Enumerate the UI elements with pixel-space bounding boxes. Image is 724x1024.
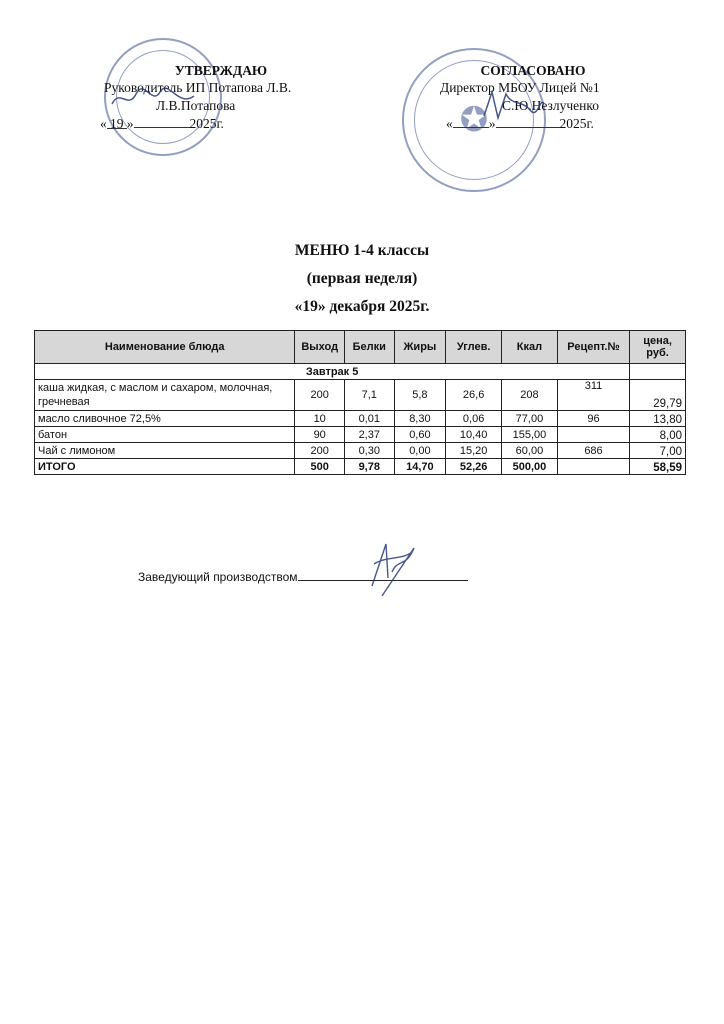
table-header-row bbox=[35, 331, 686, 364]
total-label: ИТОГО bbox=[35, 459, 295, 475]
approval-position: Руководитель ИП Потапова Л.В. bbox=[104, 80, 292, 95]
total-row: ИТОГО 500 9,78 14,70 52,26 500,00 58,59 bbox=[35, 459, 686, 475]
col-header: Углев. bbox=[446, 331, 502, 364]
col-header: Рецепт.№ bbox=[557, 331, 629, 364]
agreement-heading: СОГЛАСОВАНО bbox=[480, 63, 586, 78]
col-header: Ккал bbox=[502, 331, 558, 364]
col-header: Белки bbox=[344, 331, 394, 364]
agreement-name: С.Ю.Незлученко bbox=[502, 98, 599, 113]
dish-name: масло сливочное 72,5% bbox=[35, 411, 295, 427]
table-row: Чай с лимоном 200 0,30 0,00 15,20 60,00 686 7,00 bbox=[35, 443, 686, 459]
approval-heading: УТВЕРЖДАЮ bbox=[174, 63, 268, 78]
table-row: батон 90 2,37 0,60 10,40 155,00 8,00 bbox=[35, 427, 686, 443]
producer-label: Заведующий производством bbox=[138, 570, 298, 584]
agreement-block: СОГЛАСОВАНО Директор МБОУ Лицей №1 С.Ю.Незлученко « » 2025г. bbox=[418, 62, 648, 132]
dish-name: каша жидкая, с маслом и сахаром, молочная, гречневая bbox=[35, 380, 295, 411]
menu-title: МЕНЮ 1-4 классы bbox=[294, 242, 430, 259]
col-header: цена, руб. bbox=[630, 331, 686, 364]
agreement-year: 2025г. bbox=[559, 116, 594, 131]
section-row bbox=[35, 364, 686, 380]
approval-day: 19 bbox=[107, 115, 127, 129]
coat-of-arms-icon: ✪ bbox=[459, 102, 489, 139]
col-header: Наименование блюда bbox=[35, 331, 295, 364]
approval-signature bbox=[108, 84, 198, 114]
agreement-signature bbox=[478, 86, 548, 126]
dish-name: батон bbox=[35, 427, 295, 443]
col-header: Жиры bbox=[394, 331, 446, 364]
agreement-position: Директор МБОУ Лицей №1 bbox=[440, 80, 600, 95]
producer-signature bbox=[352, 538, 422, 598]
total-price: 58,59 bbox=[630, 459, 686, 475]
menu-table bbox=[34, 330, 686, 475]
approval-year: 2025г. bbox=[189, 116, 224, 131]
dish-name: Чай с лимоном bbox=[35, 443, 295, 459]
menu-date: «19» декабря 2025г. bbox=[294, 298, 430, 315]
menu-week: (первая неделя) bbox=[306, 270, 418, 287]
col-header: Выход bbox=[295, 331, 345, 364]
approval-name: Л.В.Потапова bbox=[156, 98, 236, 113]
approval-block: УТВЕРЖДАЮ Руководитель ИП Потапова Л.В. Л.В.Потапова « 19 » 2025г. bbox=[96, 62, 346, 132]
table-row: масло сливочное 72,5% 10 0,01 8,30 0,06 77,00 96 13,80 bbox=[35, 411, 686, 427]
section-title: Завтрак 5 bbox=[35, 364, 630, 380]
table-row: каша жидкая, с маслом и сахаром, молочная, гречневая 200 7,1 5,8 26,6 208 311 29,79 bbox=[35, 380, 686, 411]
